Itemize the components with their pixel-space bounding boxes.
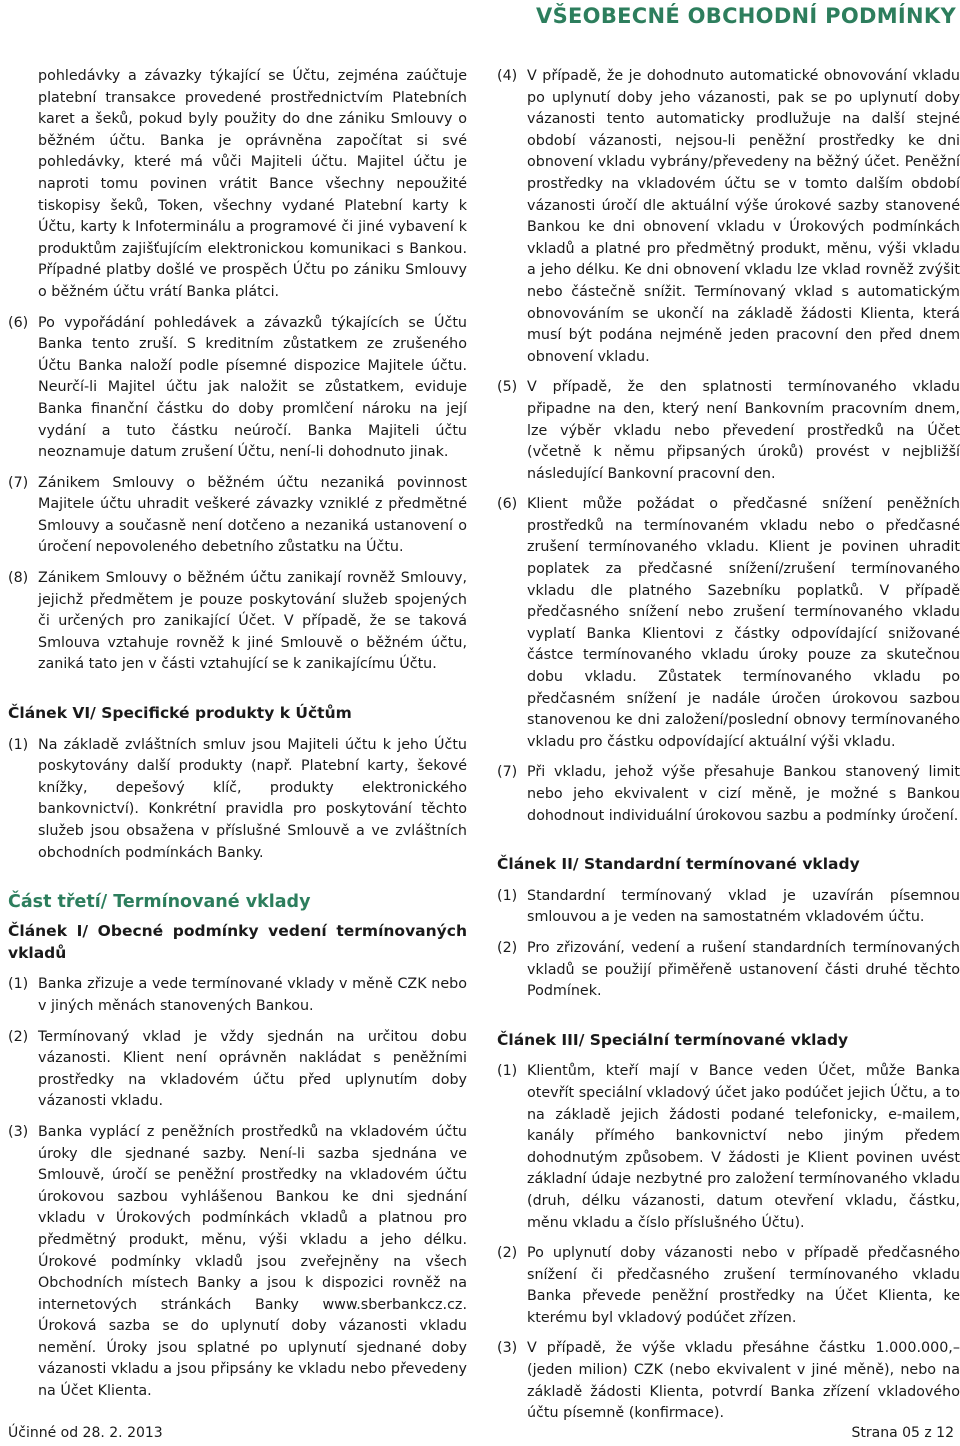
left-column — [8, 66, 467, 1412]
clause-number: (2) — [8, 1028, 29, 1045]
clause-number: (2) — [497, 939, 518, 956]
clause-4 — [497, 66, 960, 368]
art1-clause-3 — [8, 1122, 467, 1403]
clause-text: Při vkladu, jehož výše přesahuje Bankou stanovený limit nebo jeho ekvivalent v cizí měně, je možné s Bankou dohodnout individuální úrokovou sazbu a podmínky úročení. — [527, 764, 960, 824]
clause-number: (4) — [497, 68, 518, 84]
clause-number: (1) — [8, 736, 29, 753]
clause-6 — [8, 313, 467, 464]
clause-text: V případě, že je dohodnuto automatické obnovování vkladu po uplynutí doby jeho vázanosti, pak se po uplynutí doby vázanosti tento automaticky prodlužuje na další stejné období vázanosti, nejsou-li peněžní prostředky ke dni obnovení vkladu vybrány/převedeny na běžný účet. Peněžní prostředky na vkladovém účtu se v tomto dalším období vázanosti úročí dle aktuální výše úrokové sazby stanovené Bankou ke dni obnovení vkladu v Úrokových podmínkách vkladů a platné pro předmětný produkt, měnu, výši vkladu a jeho délku. Ke dni obnovení vkladu lze vklad rovněž zvýšit nebo částečně snížit. Termínovaný vklad s automatickým obnovováním se ukončí na základě žádosti Klienta, která musí být podána nejméně jeden pracovní den před dnem obnovení vkladu. — [527, 68, 960, 365]
clause-number: (8) — [8, 570, 29, 587]
clause-text: Standardní termínovaný vklad je uzavírán písemnou smlouvou a je veden na samostatném vkladovém účtu. — [527, 887, 960, 926]
clause-text: Zánikem Smlouvy o běžném účtu zanikají rovněž Smlouvy, jejichž předmětem je pouze poskytování služeb spojených či určených pro zanikající Účet. V případě, že se taková Smlouva vztahuje rovněž k jiné Smlouvě o běžném účtu, zaniká tato jen v části vztahující se k zanikajícímu Účtu. — [38, 570, 467, 673]
clause-text: Klient může požádat o předčasné snížení peněžních prostředků na termínovaném vkladu nebo o předčasné zrušení termínovaného vkladu. Klient je povinen uhradit poplatek za předčasné snížení/zrušení termínovaného vkladu dle platného Sazebníku poplatků. V případě předčasného snížení nebo zrušení termínovaného vkladu vyplatí Banka Klientovi z částky odpovídající snižované částce termínovaného vkladu úroky pouze za skutečnou dobu vkladu. Zůstatek termínovaného vkladu po předčasném snížení je nadále úročen úrokovou sazbou stanovenou ke dni založení/poslední obnovy termínovaného vkladu pro částku odpovídající aktuální výši vkladu. — [527, 496, 960, 750]
article-1-heading: Článek I/ Obecné podmínky vedení termínovaných vkladů — [8, 922, 467, 962]
clause-number: (1) — [8, 976, 29, 993]
art1-clause-2 — [8, 1027, 467, 1113]
clause-text: Klientům, kteří mají v Bance veden Účet, může Banka otevřít speciální vkladový účet jako podúčet jejich Účtu, a to na základě jejich žádosti podané telefonicky, e-mailem, kanály přímého bankovnictví nebo jiným předem dohodnutým způsobem. V žádosti je Klient povinen uvést základní údaje nezbytné pro založení termínovaného vkladu (druh, délku vázanosti, datum otevření vkladu, částku, měnu vkladu a číslo příslušného Účtu). — [527, 1063, 960, 1231]
art2-clause-1 — [497, 886, 960, 929]
clause-5 — [497, 377, 960, 485]
clause-text: Na základě zvláštních smluv jsou Majiteli účtu k jeho Účtu poskytovány další produkty (např. Platební karty, šekové knížky, depešový klíč, produkty elektronického bankovnictví). Konkrétní pravidla pro poskytování těchto služeb jsou obsažena v příslušné Smlouvě a ve zvláštních obchodních podmínkách Banky. — [38, 736, 467, 861]
clause-text: Banka zřizuje a vede termínované vklady v měně CZK nebo v jiných měnách stanovených Bankou. — [38, 976, 467, 1014]
footer-effective-date: Účinné od 28. 2. 2013 — [8, 1425, 163, 1441]
clause-number: (6) — [497, 496, 518, 513]
clause-number: (5) — [497, 379, 518, 396]
clause-number: (2) — [497, 1245, 518, 1262]
clause-text: Pro zřizování, vedení a rušení standardních termínovaných vkladů se použijí přiměřeně ustanovení části druhé těchto Podmínek. — [527, 939, 960, 1000]
clause-7 — [8, 473, 467, 559]
art3-clause-2 — [497, 1243, 960, 1329]
clause-6-right — [497, 494, 960, 753]
clause-text: Zánikem Smlouvy o běžném účtu nezaniká povinnost Majitele účtu uhradit veškeré závazky vzniklé z předmětné Smlouvy a současně není dotčeno a nezaniká ustanovení o úročení nepovoleného debetního zůstatku na Účtu. — [38, 474, 467, 556]
clause-text: V případě, že výše vkladu přesáhne částku 1.000.000,– (jeden milion) CZK (nebo ekvivalent v jiné měně), nebo na základě žádosti Klienta, potvrdí Banka zřízení vkladového účtu písemně (konfirmace). — [527, 1340, 960, 1422]
page-header-title: VŠEOBECNÉ OBCHODNÍ PODMÍNKY — [536, 4, 956, 28]
clause-number: (7) — [497, 764, 518, 781]
clause-text: Po vypořádání pohledávek a závazků týkajících se Účtu Banka tento zruší. S kreditním zůstatkem ze zrušeného Účtu Banka naloží podle písemné dispozice Majitele účtu. Neurčí-li Majitel účtu jak naložit se zůstatkem, eviduje Banka finanční částku do doby promlčení nároku na její vydání a tuto částku neúročí. Banka Majiteli účtu neoznamuje datum zrušení Účtu, není-li dohodnuto jinak. — [38, 314, 467, 461]
clause-number: (7) — [8, 474, 29, 491]
clause-text: V případě, že den splatnosti termínovaného vkladu připadne na den, který není Bankovním pracovním dnem, lze výběr vkladu nebo převedení prostředků na Účet (včetně k němu připsaných úroků) provést v nejbližší následující Bankovní pracovní den. — [527, 379, 960, 482]
article-3-heading: Článek III/ Speciální termínované vklady — [497, 1030, 849, 1049]
clause-number: (1) — [497, 1063, 518, 1080]
clause-7-right — [497, 762, 960, 827]
art6-clause-1 — [8, 735, 467, 865]
clause-number: (1) — [497, 887, 518, 904]
clause-text: Banka vyplácí z peněžních prostředků na vkladovém účtu úroky dle sjednané sazby. Není-li sazba sjednána ve Smlouvě, úročí se peněžní prostředky na vkladovém účtu úrokovou sazbou vyhlášenou Bankou ke dni sjednání vkladu v Úrokových podmínkách vkladů a platnou pro předmětný produkt, měnu, výši vkladu a jeho délku. Úrokové podmínky vkladů jsou zveřejněny na všech Obchodních místech Banky a jsou k dispozici rovněž na internetových stránkách Banky www.sberbankcz.cz. Úroková sazba se do uplynutí doby vázanosti vkladu nemění. Úroky jsou splatné po uplynutí sjednané doby vázanosti vkladu a jsou připsány ke vkladu nebo převedeny na Účet Klienta. — [38, 1123, 467, 1400]
clause-text: Po uplynutí doby vázanosti nebo v případě předčasného snížení či předčasného zrušení termínovaného vkladu Banka převede peněžní prostředky na Účet Klienta, ke kterému byl vkladový podúčet zřízen. — [527, 1245, 960, 1326]
clause-8 — [8, 568, 467, 676]
art2-clause-2 — [497, 938, 960, 1003]
clause-number: (3) — [497, 1340, 518, 1357]
art3-clause-1 — [497, 1061, 960, 1234]
clause-number: (6) — [8, 314, 29, 331]
continued-paragraph: pohledávky a závazky týkající se Účtu, zejména zaúčtuje platební transakce provedené prostřednictvím Platebních karet a šeků, pokud byly použity do dne zániku Smlouvy o běžném účtu. Banka je oprávněna započítat si své pohledávky, které má vůči Majiteli účtu. Majitel účtu je naproti tomu povinen vrátit Bance všechny nepoužité tiskopisy šeků, Token, všechny vydané Platební karty k Účtu, karty k Infoterminálu a programové či jiné vybavení k produktům zajišťujícím elektronickou komunikaci s Bankou. Případné platby došlé ve prospěch Účtu po zániku Smlouvy o běžném účtu vrátí Banka plátci. — [38, 68, 467, 300]
clause-text: Termínovaný vklad je vždy sjednán na určitou dobu vázanosti. Klient není oprávněn nakládat s peněžními prostředky na vkladovém účtu před uplynutím doby vázanosti vkladu. — [38, 1028, 467, 1110]
clause-number: (3) — [8, 1123, 29, 1140]
article-2-heading: Článek II/ Standardní termínované vklady — [497, 855, 860, 874]
part-3-heading: Část třetí/ Termínované vklady — [8, 892, 311, 913]
art1-clause-1 — [8, 974, 467, 1017]
footer-page-number: Strana 05 z 12 — [851, 1425, 954, 1441]
right-column — [497, 66, 960, 1434]
article-6-heading: Článek VI/ Specifické produkty k Účtům — [8, 704, 352, 723]
art3-clause-3 — [497, 1338, 960, 1424]
